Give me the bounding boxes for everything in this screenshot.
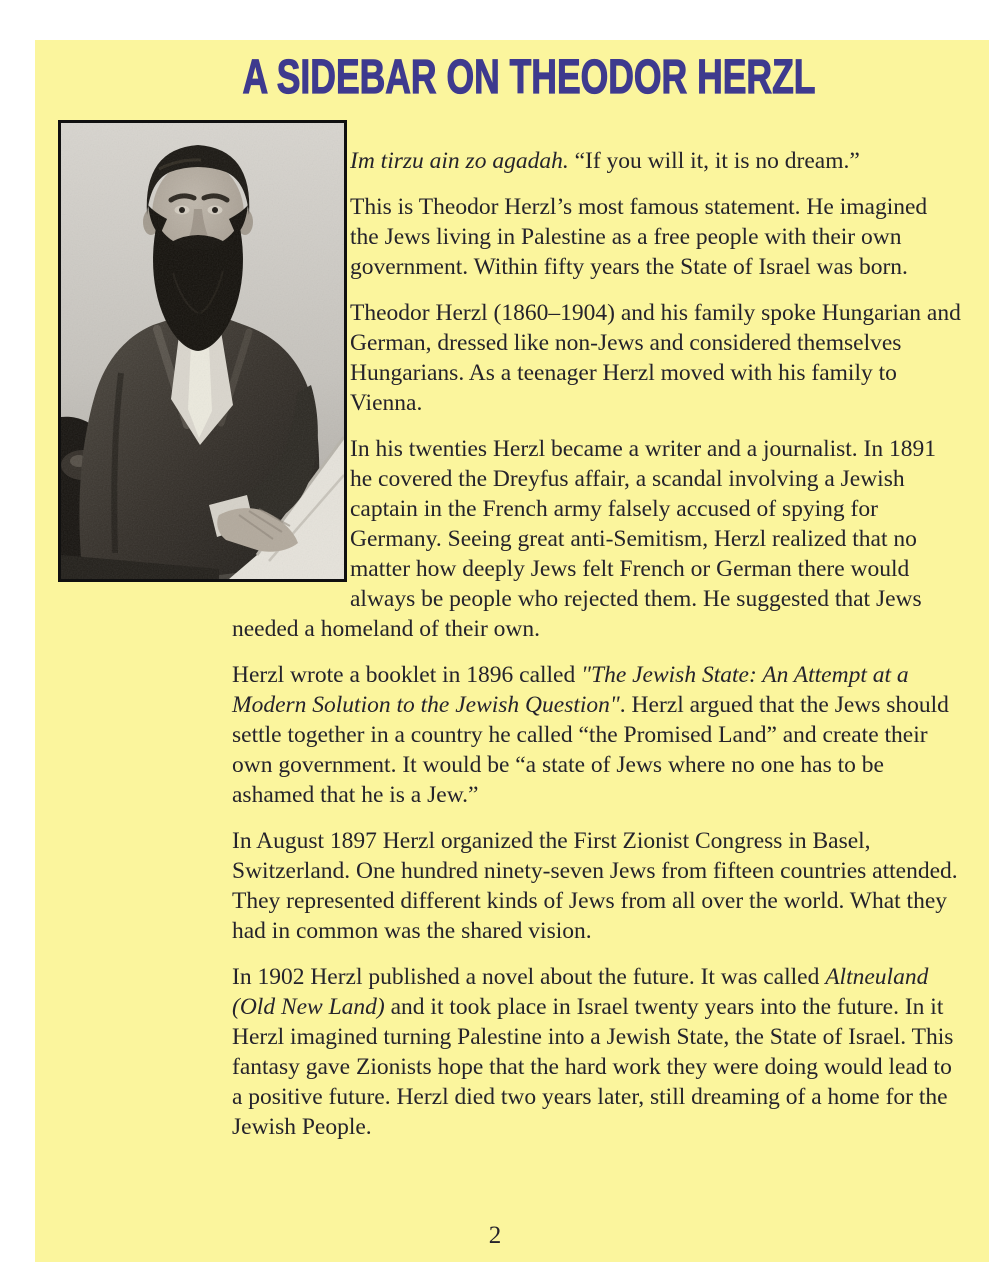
portrait-illustration [61,123,344,579]
herzl-portrait [58,120,347,582]
paragraph [232,962,961,1142]
text-segment: Altneuland (Old New Land) [232,964,929,1020]
article-body [232,146,961,1142]
paragraph [232,826,961,946]
text-segment: Im tirzu ain zo agadah. [350,148,569,174]
page-title: A SIDEBAR ON THEODOR HERZL [242,51,816,104]
text-segment: In his twenties Herzl became a writer and a journalist. In 1891 he covered the Dreyfus affair, a scandal involving a Jewish captain in the French army falsely accused of spying for Germany. Seeing great anti-Semitism, Herzl realized that no matter how deeply Jews felt French or German there would always be people who rejected them. He suggested that Jews needed a homeland of their own. [232,436,936,642]
sidebar-panel [35,40,989,1262]
text-segment: This is Theodor Herzl’s most famous statement. He imagined the Jews living in Palestine as a free people with their own government. Within fifty years the State of Israel was born. [350,194,928,280]
page-number: 2 [488,1222,502,1249]
text-segment: . Herzl argued that the Jews should settle together in a country he called “the Promised Land” and create their own government. It would be “a state of Jews where no one has to be ashamed that he is a Jew.” [232,692,949,808]
text-segment: In August 1897 Herzl organized the First Zionist Congress in Basel, Switzerland. One hundred ninety-seven Jews from fifteen countries attended. They represented different kinds of Jews from all over the world. What they had in common was the shared vision. [232,828,958,944]
text-segment: and it took place in Israel twenty years into the future. In it Herzl imagined turning Palestine into a Jewish State, the State of Israel. This fantasy gave Zionists hope that the hard work they were doing would lead to a positive future. Herzl died two years later, still dreaming of a home for the Jewish People. [232,994,954,1140]
text-segment: Theodor Herzl (1860–1904) and his family spoke Hungarian and German, dressed like non-Jews and considered themselves Hungarians. As a teenager Herzl moved with his family to Vienna. [350,300,961,416]
text-segment: “If you will it, it is no dream.” [568,148,860,174]
paragraph [232,660,961,810]
text-segment: In 1902 Herzl published a novel about the future. It was called [232,964,826,990]
text-segment: Herzl wrote a booklet in 1896 called [232,662,582,688]
text-segment: "The Jewish State: An Attempt at a Modern Solution to the Jewish Question" [232,662,909,718]
